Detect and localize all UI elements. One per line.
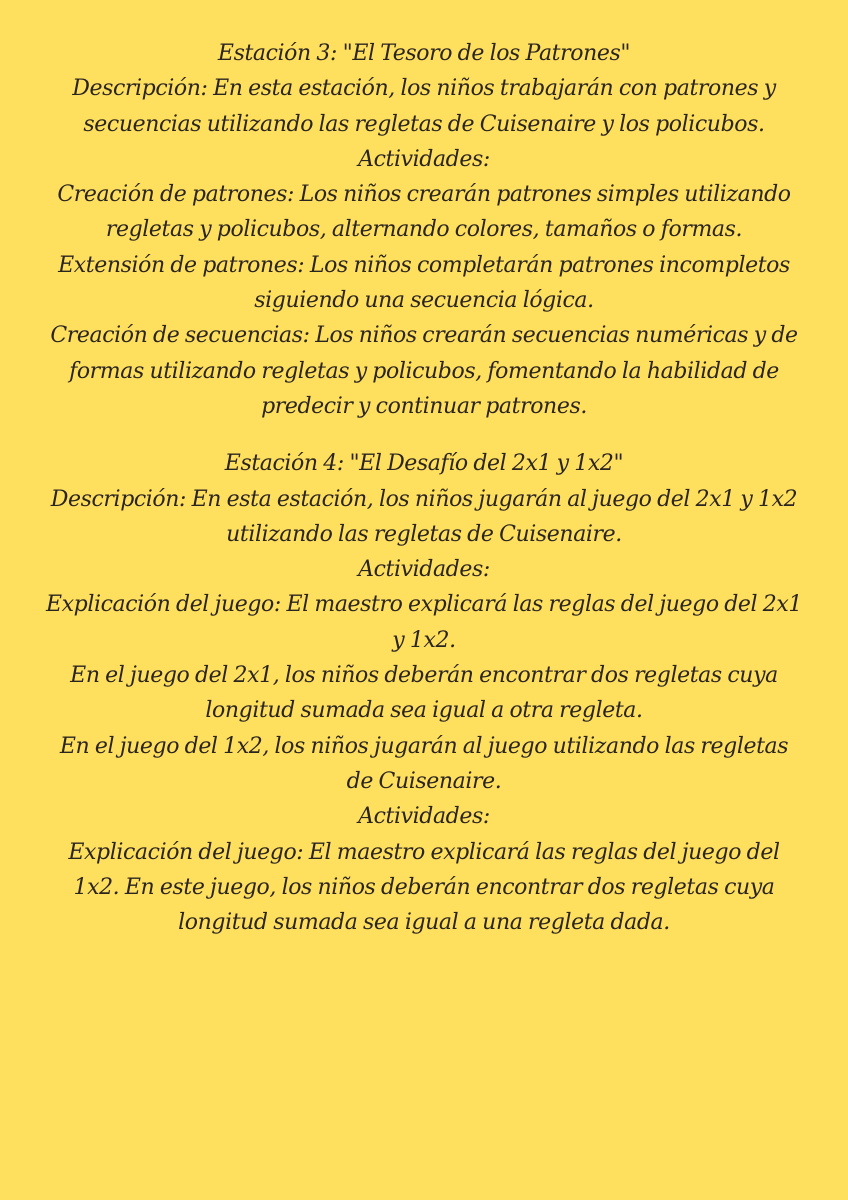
station-4-activity-3-line-2: de Cuisenaire. <box>346 768 502 794</box>
station-3-activity-1-line-2: regletas y policubos, alternando colores, tamaños o formas. <box>105 217 743 243</box>
station-4-section <box>20 446 828 940</box>
station-4-activities-heading-2: Actividades: <box>358 804 490 830</box>
station-3-activity-3-line-2: formas utilizando regletas y policubos, fomentando la habilidad de <box>69 358 779 384</box>
station-4-activity-4-line-2: 1x2. En este juego, los niños deberán encontrar dos regletas cuya <box>73 874 775 900</box>
station-3-activity-3-line-1: Creación de secuencias: Los niños crearán secuencias numéricas y de <box>50 323 798 349</box>
station-4-activity-1-line-1: Explicación del juego: El maestro explicará las reglas del juego del 2x1 <box>45 592 802 618</box>
station-3-description-line-1: Descripción: En esta estación, los niños trabajarán con patrones y <box>72 76 776 102</box>
station-3-title: Estación 3: "El Tesoro de los Patrones" <box>217 41 631 66</box>
station-3-activity-2-line-2: siguiendo una secuencia lógica. <box>254 288 594 314</box>
station-4-description-line-1: Descripción: En esta estación, los niños jugarán al juego del 2x1 y 1x2 <box>50 486 798 512</box>
station-4-activity-2-line-1: En el juego del 2x1, los niños deberán encontrar dos regletas cuya <box>70 663 778 689</box>
station-3-description-line-2: secuencias utilizando las regletas de Cuisenaire y los policubos. <box>83 111 765 137</box>
station-4-activity-2-line-2: longitud sumada sea igual a otra regleta. <box>205 698 643 724</box>
station-4-activity-1-line-2: y 1x2. <box>392 627 456 653</box>
station-4-activities-heading-1: Actividades: <box>358 557 490 583</box>
station-4-title: Estación 4: "El Desafío del 2x1 y 1x2" <box>224 451 624 477</box>
station-4-description-line-2: utilizando las regletas de Cuisenaire. <box>226 521 622 547</box>
station-3-section <box>20 36 828 424</box>
station-3-activity-2-line-1: Extensión de patrones: Los niños completarán patrones incompletos <box>58 252 790 278</box>
station-3-activity-3-line-3: predecir y continuar patrones. <box>261 393 587 419</box>
station-3-activities-heading: Actividades: <box>358 146 490 172</box>
document-page <box>20 36 828 940</box>
station-3-activity-1-line-1: Creación de patrones: Los niños crearán patrones simples utilizando <box>57 182 791 208</box>
station-4-activity-3-line-1: En el juego del 1x2, los niños jugarán al juego utilizando las regletas <box>59 733 789 759</box>
station-4-activity-4-line-3: longitud sumada sea igual a una regleta dada. <box>178 910 670 936</box>
station-4-activity-4-line-1: Explicación del juego: El maestro explicará las reglas del juego del <box>68 839 780 865</box>
